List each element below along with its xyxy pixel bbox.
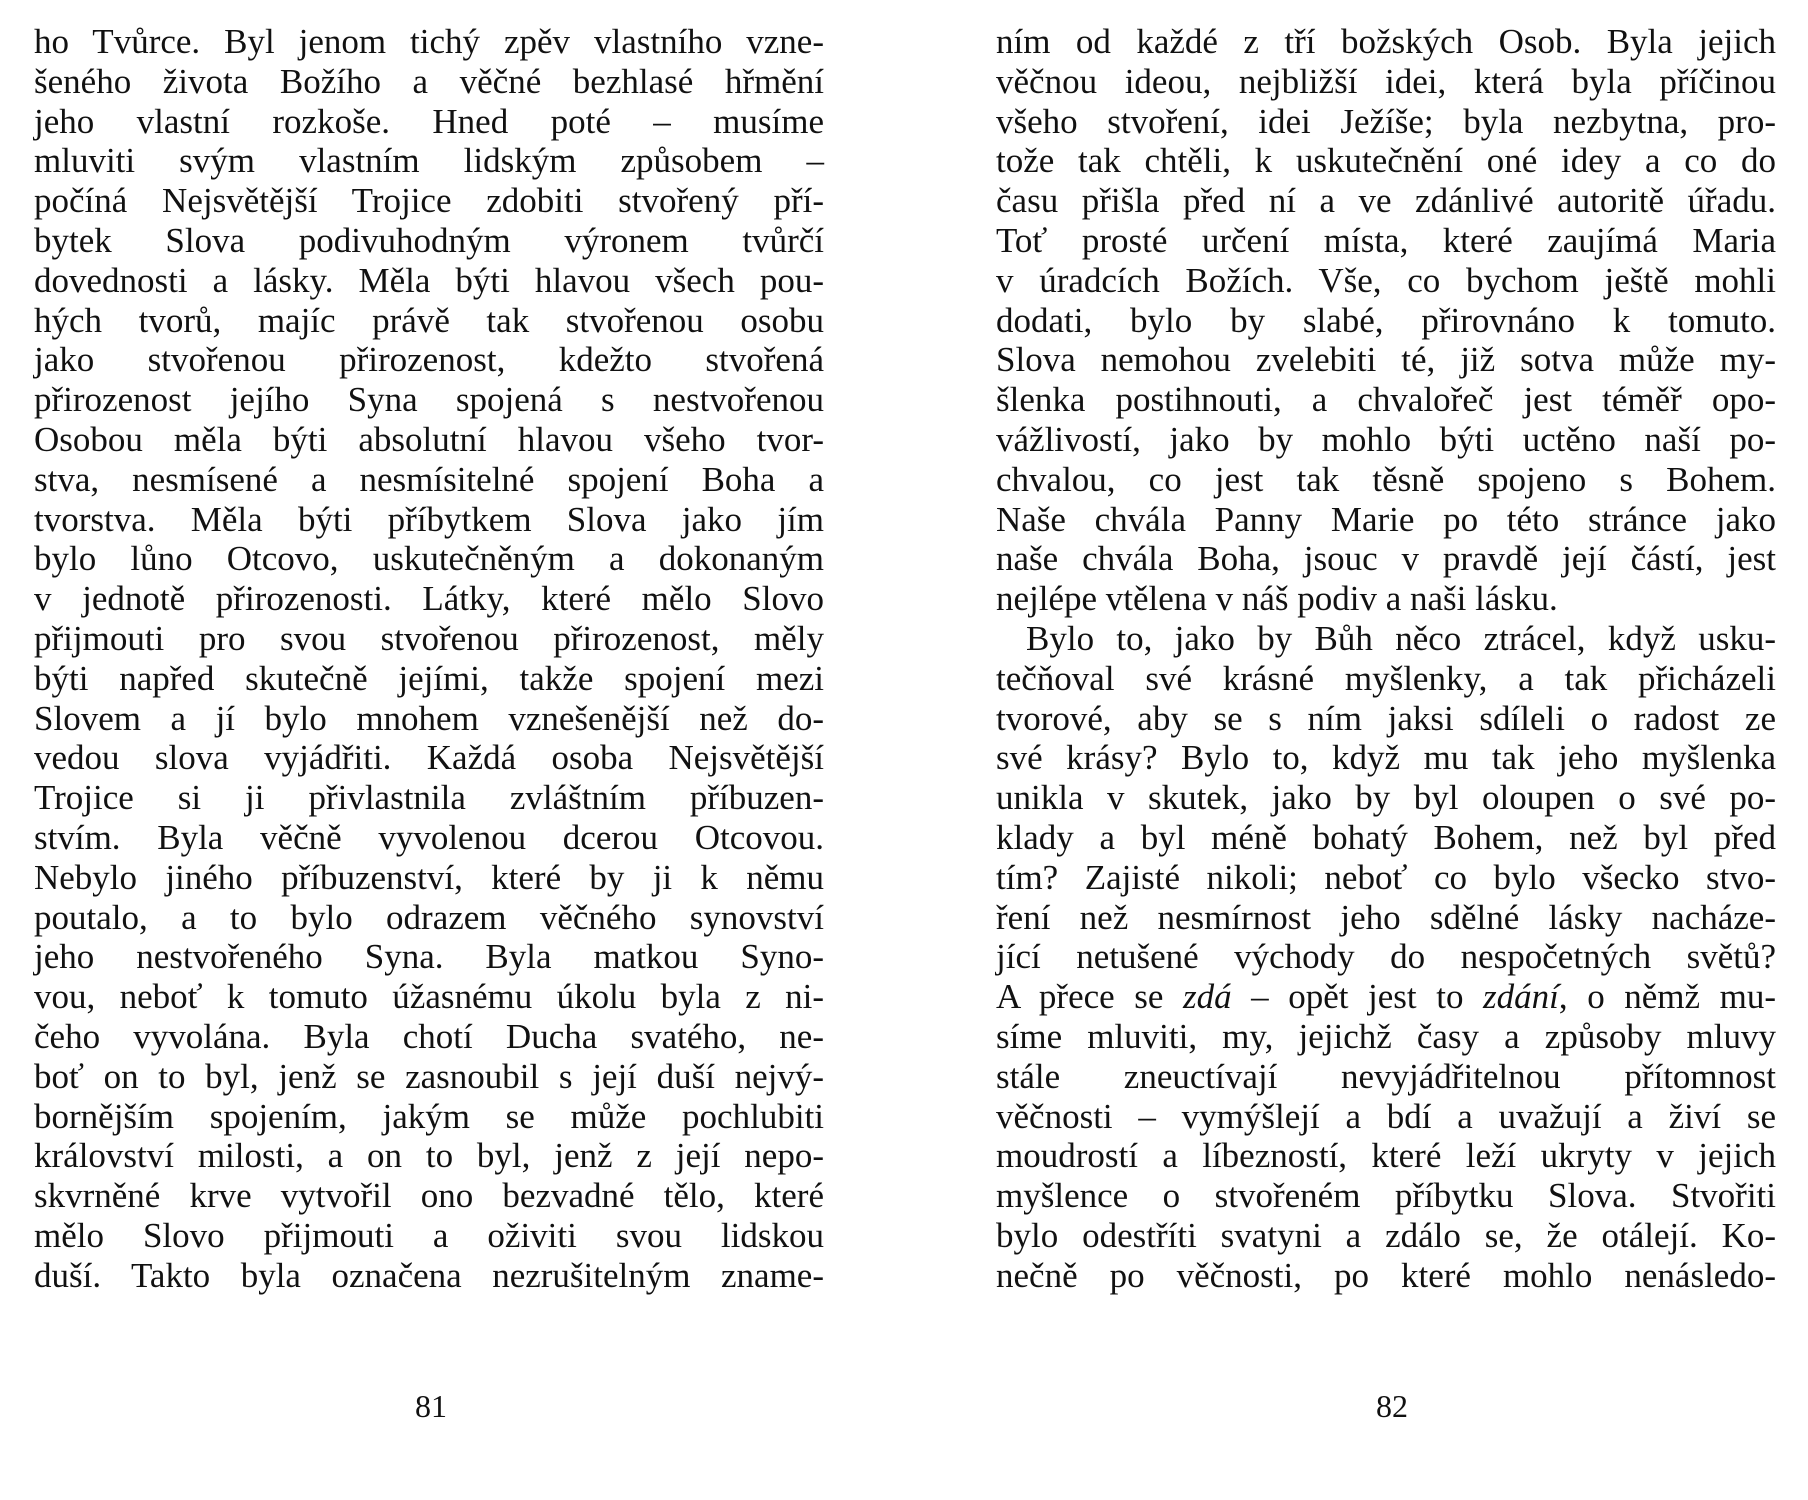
page-number: 82 — [1376, 1388, 1408, 1424]
text-line: království milosti, a on to byl, jenž z její nepo- — [34, 1136, 824, 1176]
text-line: bylo odestříti svatyni a zdálo se, že otálejí. Ko- — [996, 1215, 1776, 1255]
text-line: čeho vyvolána. Byla chotí Ducha svatého, ne- — [34, 1016, 824, 1056]
text-line: jící netušené východy do nespočetných světů? — [996, 937, 1776, 977]
text-line: všeho stvoření, idei Ježíše; byla nezbytna, pro- — [996, 101, 1776, 141]
text-line: jeho vlastní rozkoše. Hned poté – musíme — [34, 101, 824, 141]
text-line: myšlence o stvořeném příbytku Slova. Stvořiti — [996, 1176, 1776, 1216]
text-line: ření než nesmírnost jeho sdělné lásky nacháze- — [996, 897, 1776, 937]
text-line: Osobou měla býti absolutní hlavou všeho tvor- — [34, 419, 824, 459]
text-line: bornějším spojením, jakým se může pochlubiti — [34, 1096, 824, 1136]
text-line: moudrostí a líbezností, které leží ukryty v jejich — [996, 1136, 1776, 1176]
text-line: Toť prosté určení místa, které zaujímá Maria — [996, 220, 1776, 260]
text-line: ním od každé z tří božských Osob. Byla jejich — [996, 22, 1776, 61]
text-line: skvrněné krve vytvořil ono bezvadné tělo, které — [34, 1176, 824, 1216]
text-line: síme mluviti, my, jejichž časy a způsoby mluvy — [996, 1016, 1776, 1056]
emphasis-text: zdá — [1182, 977, 1232, 1017]
text-line: věčnou ideou, nejbližší idei, která byla příčinou — [996, 61, 1776, 101]
text-line: Trojice si ji přivlastnila zvláštním příbuzen- — [34, 778, 824, 818]
text-line: ho Tvůrce. Byl jenom tichý zpěv vlastního vzne- — [34, 22, 824, 61]
text-line: vedou slova vyjádřiti. Každá osoba Nejsvětější — [34, 738, 824, 778]
text-line: býti napřed skutečně jejími, takže spojení mezi — [34, 658, 824, 698]
text-line: počíná Nejsvětější Trojice zdobiti stvořený pří- — [34, 181, 824, 221]
text-line: duší. Takto byla označena nezrušitelným zname- — [34, 1255, 824, 1295]
text-line: v úradcích Božích. Vše, co bychom ještě mohli — [996, 260, 1776, 300]
text-line: nečně po věčnosti, po které mohlo nenásledo- — [996, 1255, 1776, 1295]
text-line: tím? Zajisté nikoli; neboť co bylo všecko stvo- — [996, 857, 1776, 897]
text-line: unikla v skutek, jako by byl oloupen o své po- — [996, 778, 1776, 818]
text-line: dodati, bylo by slabé, přirovnáno k tomuto. — [996, 300, 1776, 340]
emphasis-text: zdání — [1483, 977, 1559, 1017]
left-page — [34, 22, 824, 1296]
right-page — [996, 22, 1776, 1296]
text-line: šlenka postihnouti, a chvalořeč jest téměř opo- — [996, 380, 1776, 420]
text-line: tvorové, aby se s ním jaksi sdíleli o radost ze — [996, 698, 1776, 738]
text-line: stále zneuctívají nevyjádřitelnou přítomnost — [996, 1056, 1776, 1096]
text-line: dovednosti a lásky. Měla býti hlavou všech pou- — [34, 260, 824, 300]
text-line: jeho nestvořeného Syna. Byla matkou Syno- — [34, 937, 824, 977]
text-line: jako stvořenou přirozenost, kdežto stvořená — [34, 340, 824, 380]
text-line: Naše chvála Panny Marie po této stránce jako — [996, 499, 1776, 539]
text-line: času přišla před ní a ve zdánlivé autoritě úřadu. — [996, 181, 1776, 221]
text-line: věčnosti – vymýšlejí a bdí a uvažují a živí se — [996, 1096, 1776, 1136]
text-line: tečňoval své krásné myšlenky, a tak přicházeli — [996, 658, 1776, 698]
text-line: přirozenost jejího Syna spojená s nestvořenou — [34, 380, 824, 420]
text-line: Slovem a jí bylo mnohem vznešenější než do- — [34, 698, 824, 738]
text-line: A přece se zdá – opět jest to zdání, o němž mu- — [996, 977, 1776, 1017]
text-line: bylo lůno Otcovo, uskutečněným a dokonaným — [34, 539, 824, 579]
text-line: mluviti svým vlastním lidským způsobem – — [34, 141, 824, 181]
text-line: boť on to byl, jenž se zasnoubil s její duší nejvý- — [34, 1056, 824, 1096]
text-line: Bylo to, jako by Bůh něco ztrácel, když usku- — [1026, 618, 1776, 658]
page-number: 81 — [415, 1388, 447, 1424]
text-line: tože tak chtěli, k uskutečnění oné idey a co do — [996, 141, 1776, 181]
text-line: poutalo, a to bylo odrazem věčného synovství — [34, 897, 824, 937]
text-line: šeného života Božího a věčné bezhlasé hřmění — [34, 61, 824, 101]
text-line: Nebylo jiného příbuzenství, které by ji k němu — [34, 857, 824, 897]
text-line: přijmouti pro svou stvořenou přirozenost, měly — [34, 618, 824, 658]
text-line: klady a byl méně bohatý Bohem, než byl před — [996, 817, 1776, 857]
text-line: hých tvorů, majíc právě tak stvořenou osobu — [34, 300, 824, 340]
text-line: vou, neboť k tomuto úžasnému úkolu byla z ni- — [34, 977, 824, 1017]
text-line: tvorstva. Měla býti příbytkem Slova jako jím — [34, 499, 824, 539]
text-line: mělo Slovo přijmouti a oživiti svou lidskou — [34, 1215, 824, 1255]
text-line: nejlépe vtělena v náš podiv a naši lásku. — [996, 579, 1558, 619]
text-line: své krásy? Bylo to, když mu tak jeho myšlenka — [996, 738, 1776, 778]
text-line: chvalou, co jest tak těsně spojeno s Bohem. — [996, 459, 1776, 499]
text-line: Slova nemohou zvelebiti té, již sotva může my- — [996, 340, 1776, 380]
text-line: stva, nesmísené a nesmísitelné spojení Boha a — [34, 459, 824, 499]
text-line: vážlivostí, jako by mohlo býti uctěno naší po- — [996, 419, 1776, 459]
text-line: stvím. Byla věčně vyvolenou dcerou Otcovou. — [34, 817, 824, 857]
text-line: bytek Slova podivuhodným výronem tvůrčí — [34, 220, 824, 260]
text-line: naše chvála Boha, jsouc v pravdě její částí, jest — [996, 539, 1776, 579]
text-line: v jednotě přirozenosti. Látky, které mělo Slovo — [34, 579, 824, 619]
